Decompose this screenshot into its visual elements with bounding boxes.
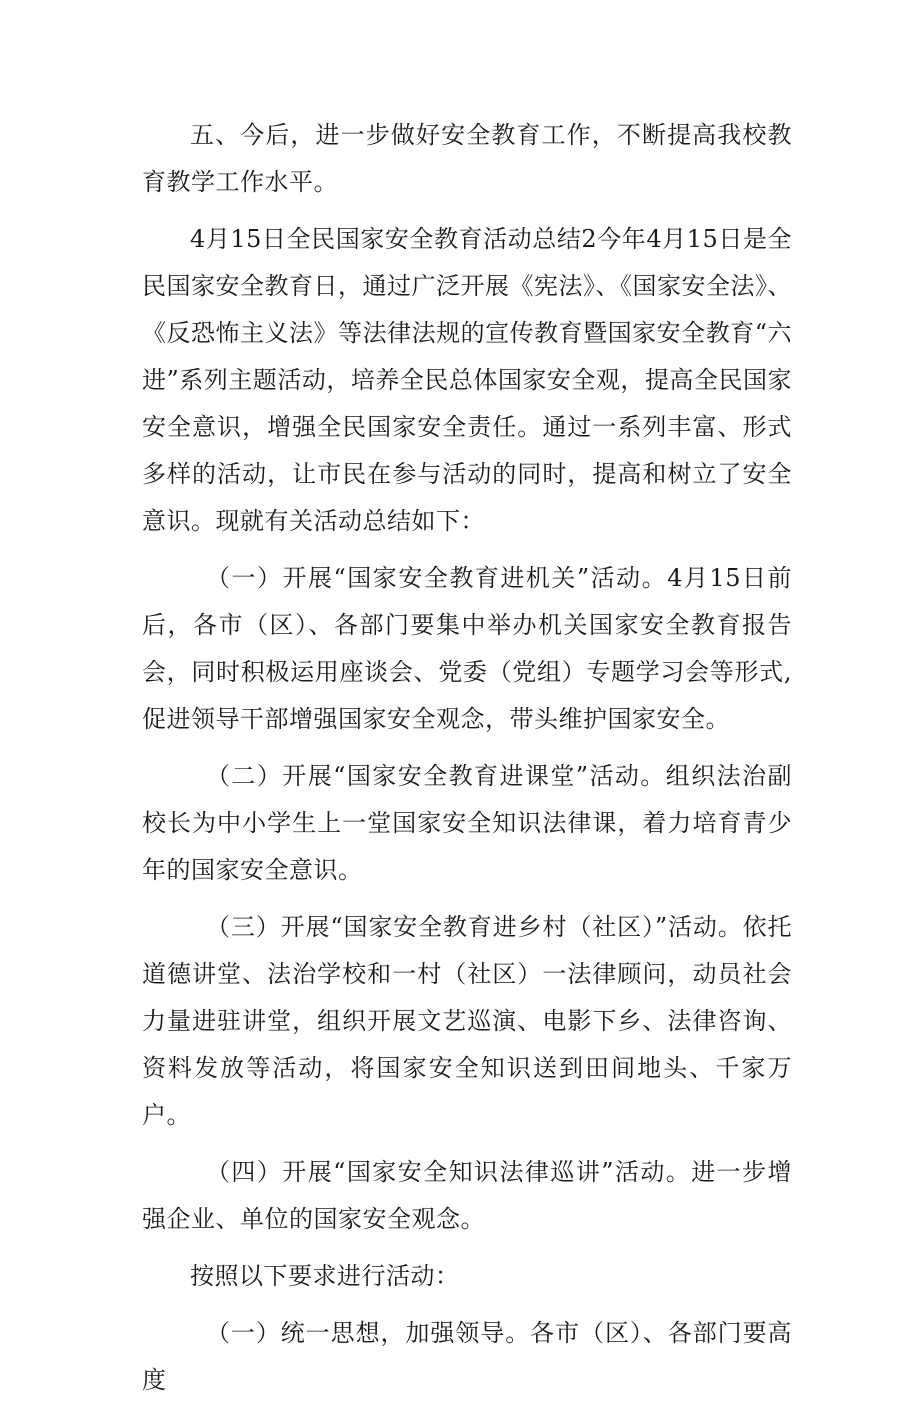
paragraph-gap	[142, 894, 792, 904]
paragraph-requirement-one: （一）统一思想，加强领导。各市（区）、各部门要高度	[142, 1319, 792, 1394]
paragraph-activity-two: （二）开展“国家安全教育进课堂”活动。组织法治副校长为中小学生上一堂国家安全知识法律课，着力培育青少年的国家安全意识。	[142, 762, 792, 884]
paragraph-activity-three: （三）开展“国家安全教育进乡村（社区）”活动。依托道德讲堂、法治学校和一村（社区）一法律顾问，动员社会力量进驻讲堂，组织开展文艺巡演、电影下乡、法律咨询、资料发放等活动，将国家安全知识送到田间地头、千家万户。	[142, 913, 792, 1129]
paragraph-requirements-intro: 按照以下要求进行活动：	[190, 1262, 460, 1290]
paragraph-gap	[142, 1243, 792, 1253]
paragraph-activity-one: （一）开展“国家安全教育进机关”活动。4月15日前后，各市（区）、各部门要集中举办机关国家安全教育报告会，同时积极运用座谈会、党委（党组）专题学习会等形式,促进领导干部增强国家安全观念，带头维护国家安全。	[142, 564, 792, 733]
paragraph-activity-four: （四）开展“国家安全知识法律巡讲”活动。进一步增强企业、单位的国家安全观念。	[142, 1158, 792, 1233]
paragraph-summary-intro: 4月15日全民国家安全教育活动总结2今年4月15日是全民国家安全教育日，通过广泛开展《宪法》、《国家安全法》、《反恐怖主义法》等法律法规的宣传教育暨国家安全教育“六进”系列主题活动，培养全民总体国家安全观，提高全民国家安全意识，增强全民国家安全责任。通过一系列丰富、形式多样的活动，让市民在参与活动的同时，提高和树立了安全意识。现就有关活动总结如下：	[142, 225, 792, 535]
paragraph-gap	[142, 1300, 792, 1310]
paragraph-gap	[142, 206, 792, 216]
paragraph-gap	[142, 743, 792, 753]
paragraph-conclusion-five: 五、今后，进一步做好安全教育工作，不断提高我校教育教学工作水平。	[142, 121, 792, 196]
document-body	[142, 112, 792, 1404]
paragraph-gap	[142, 545, 792, 555]
paragraph-gap	[142, 1139, 792, 1149]
